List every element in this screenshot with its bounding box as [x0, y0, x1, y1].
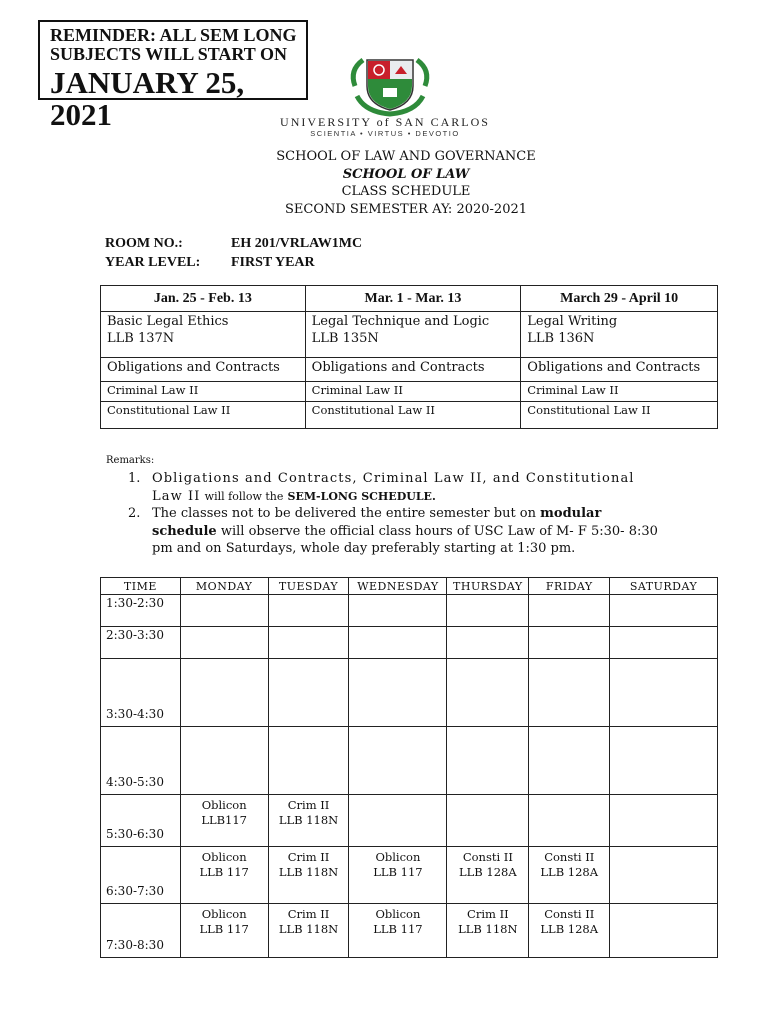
- class-code: LLB 117: [373, 922, 423, 936]
- class-code: LLB 128A: [540, 865, 599, 879]
- college-name: SCHOOL OF LAW AND GOVERNANCE: [276, 149, 536, 164]
- class-subject: Oblicon: [375, 907, 421, 921]
- table-cell: [101, 312, 306, 358]
- block-schedule-table: [100, 285, 718, 429]
- table-cell: Obligations and Contracts: [305, 358, 521, 382]
- table-row: [101, 659, 718, 727]
- schedule-cell: [180, 727, 268, 795]
- schedule-cell: [349, 795, 447, 847]
- class-code: LLB 128A: [540, 922, 599, 936]
- column-header: FRIDAY: [529, 578, 610, 595]
- period-header: Mar. 1 - Mar. 13: [305, 286, 521, 312]
- schedule-heading: [134, 148, 678, 218]
- column-header: MONDAY: [180, 578, 268, 595]
- column-header: WEDNESDAY: [349, 578, 447, 595]
- time-slot: 3:30-4:30: [101, 659, 181, 727]
- remarks-label: Remarks:: [106, 455, 155, 466]
- remark-text: The classes not to be delivered the entire semester but on: [152, 506, 536, 521]
- university-name: UNIVERSITY of SAN CARLOS: [280, 115, 490, 129]
- time-slot: 4:30-5:30: [101, 727, 181, 795]
- schedule-cell: [180, 795, 268, 847]
- table-row: [101, 358, 718, 382]
- schedule-body: [101, 595, 718, 958]
- class-code: LLB 118N: [278, 813, 339, 827]
- table-cell: Criminal Law II: [305, 382, 521, 402]
- subject-name: Legal Technique and Logic: [311, 314, 490, 329]
- reminder-date: JANUARY 25, 2021: [50, 64, 245, 133]
- schedule-cell: [349, 904, 447, 958]
- time-slot: 1:30-2:30: [101, 595, 181, 627]
- schedule-cell: [349, 847, 447, 904]
- schedule-cell: [610, 659, 718, 727]
- remark-text: Obligations and Contracts, Criminal Law II, and Constitutional Law II: [152, 471, 635, 504]
- schedule-cell: [180, 847, 268, 904]
- reminder-line-1: REMINDER: ALL SEM LONG: [50, 25, 297, 45]
- schedule-cell: [349, 659, 447, 727]
- class-code: LLB 128A: [459, 865, 517, 879]
- remark-text: will observe the official class hours of USC Law of M- F 5:30- 8:30 pm and on Saturdays, whole day preferably starting at 1:30 pm.: [152, 523, 658, 556]
- subject-code: LLB 135N: [311, 331, 379, 346]
- table-row: [101, 904, 718, 958]
- table-header-row: [101, 286, 718, 312]
- schedule-cell: [268, 727, 349, 795]
- class-subject: Oblicon: [375, 850, 421, 864]
- subject-code: LLB 136N: [527, 331, 595, 346]
- document-title: CLASS SCHEDULE: [341, 184, 471, 199]
- time-slot: 7:30-8:30: [101, 904, 181, 958]
- table-cell: Criminal Law II: [521, 382, 718, 402]
- time-slot: 2:30-3:30: [101, 627, 181, 659]
- university-crest-logo: [345, 52, 435, 118]
- column-header: TUESDAY: [268, 578, 349, 595]
- class-subject: Crim II: [467, 907, 509, 921]
- term-label: SECOND SEMESTER AY: 2020-2021: [284, 201, 528, 217]
- table-row: [101, 382, 718, 402]
- weekly-schedule-table: [100, 577, 718, 958]
- class-subject: Consti II: [544, 850, 595, 864]
- reminder-line-2: SUBJECTS WILL START ON: [50, 43, 287, 64]
- column-header: TIME: [101, 578, 181, 595]
- class-subject: Consti II: [544, 907, 595, 921]
- schedule-cell: [268, 904, 349, 958]
- schedule-cell: [610, 847, 718, 904]
- year-value: FIRST YEAR: [231, 255, 315, 270]
- schedule-cell: [268, 795, 349, 847]
- remark-emphasis: modular schedule: [152, 506, 602, 539]
- schedule-cell: [268, 627, 349, 659]
- schedule-cell: [529, 595, 610, 627]
- schedule-cell: [447, 627, 529, 659]
- remark-item: [128, 470, 668, 505]
- schedule-cell: [529, 795, 610, 847]
- schedule-cell: [529, 627, 610, 659]
- schedule-cell: [529, 659, 610, 727]
- room-label: ROOM NO.:: [105, 236, 183, 251]
- schedule-cell: [180, 627, 268, 659]
- room-value: EH 201/VRLAW1MC: [231, 236, 363, 251]
- schedule-cell: [610, 904, 718, 958]
- remark-emphasis: SEM-LONG SCHEDULE.: [287, 489, 436, 503]
- table-row: [101, 727, 718, 795]
- column-header: THURSDAY: [447, 578, 529, 595]
- table-header-row: [101, 578, 718, 595]
- table-row: [101, 312, 718, 358]
- schedule-cell: [268, 847, 349, 904]
- school-name: SCHOOL OF LAW: [342, 166, 470, 182]
- table-row: [101, 402, 718, 429]
- time-slot: 5:30-6:30: [101, 795, 181, 847]
- class-subject: Consti II: [462, 850, 513, 864]
- schedule-cell: [447, 795, 529, 847]
- class-subject: Crim II: [287, 907, 330, 921]
- schedule-cell: [268, 659, 349, 727]
- class-code: LLB 118N: [278, 922, 339, 936]
- table-cell: Constitutional Law II: [521, 402, 718, 429]
- remark-item: [128, 505, 668, 558]
- table-row: [101, 847, 718, 904]
- subject-name: Legal Writing: [527, 314, 618, 329]
- schedule-cell: [180, 659, 268, 727]
- schedule-cell: [447, 595, 529, 627]
- class-subject: Oblicon: [201, 850, 247, 864]
- schedule-cell: [529, 727, 610, 795]
- table-cell: Criminal Law II: [101, 382, 306, 402]
- schedule-cell: [610, 795, 718, 847]
- table-cell: Constitutional Law II: [101, 402, 306, 429]
- remark-number: 2.: [128, 506, 141, 521]
- table-cell: [305, 312, 521, 358]
- schedule-cell: [349, 727, 447, 795]
- schedule-cell: [349, 627, 447, 659]
- period-header: March 29 - April 10: [521, 286, 718, 312]
- schedule-cell: [447, 659, 529, 727]
- class-code: LLB117: [201, 813, 248, 827]
- remarks-list: [128, 470, 668, 558]
- schedule-cell: [180, 595, 268, 627]
- room-info: [105, 234, 362, 272]
- table-row: [101, 595, 718, 627]
- schedule-cell: [349, 595, 447, 627]
- class-subject: Oblicon: [201, 798, 247, 812]
- column-header: SATURDAY: [610, 578, 718, 595]
- period-header: Jan. 25 - Feb. 13: [101, 286, 306, 312]
- remark-number: 1.: [128, 471, 141, 486]
- schedule-cell: [610, 595, 718, 627]
- time-slot: 6:30-7:30: [101, 847, 181, 904]
- class-code: LLB 117: [199, 865, 249, 879]
- schedule-cell: [268, 595, 349, 627]
- table-row: [101, 795, 718, 847]
- class-subject: Crim II: [287, 850, 330, 864]
- schedule-cell: [529, 904, 610, 958]
- reminder-box: [38, 20, 308, 133]
- class-code: LLB 118N: [278, 865, 339, 879]
- schedule-cell: [447, 727, 529, 795]
- table-cell: Constitutional Law II: [305, 402, 521, 429]
- class-subject: Oblicon: [201, 907, 247, 921]
- schedule-cell: [610, 627, 718, 659]
- schedule-cell: [610, 727, 718, 795]
- schedule-cell: [447, 904, 529, 958]
- class-code: LLB 118N: [458, 922, 518, 936]
- remark-text: will follow the: [204, 489, 284, 503]
- table-cell: Obligations and Contracts: [101, 358, 306, 382]
- university-motto: SCIENTIA • VIRTUS • DEVOTIO: [310, 129, 460, 138]
- schedule-cell: [529, 847, 610, 904]
- table-row: [101, 627, 718, 659]
- class-subject: Crim II: [287, 798, 330, 812]
- class-code: LLB 117: [373, 865, 423, 879]
- year-label: YEAR LEVEL:: [105, 255, 201, 270]
- schedule-cell: [447, 847, 529, 904]
- subject-name: Basic Legal Ethics: [107, 314, 229, 329]
- schedule-cell: [180, 904, 268, 958]
- table-cell: Obligations and Contracts: [521, 358, 718, 382]
- class-code: LLB 117: [199, 922, 249, 936]
- table-cell: [521, 312, 718, 358]
- subject-code: LLB 137N: [107, 331, 175, 346]
